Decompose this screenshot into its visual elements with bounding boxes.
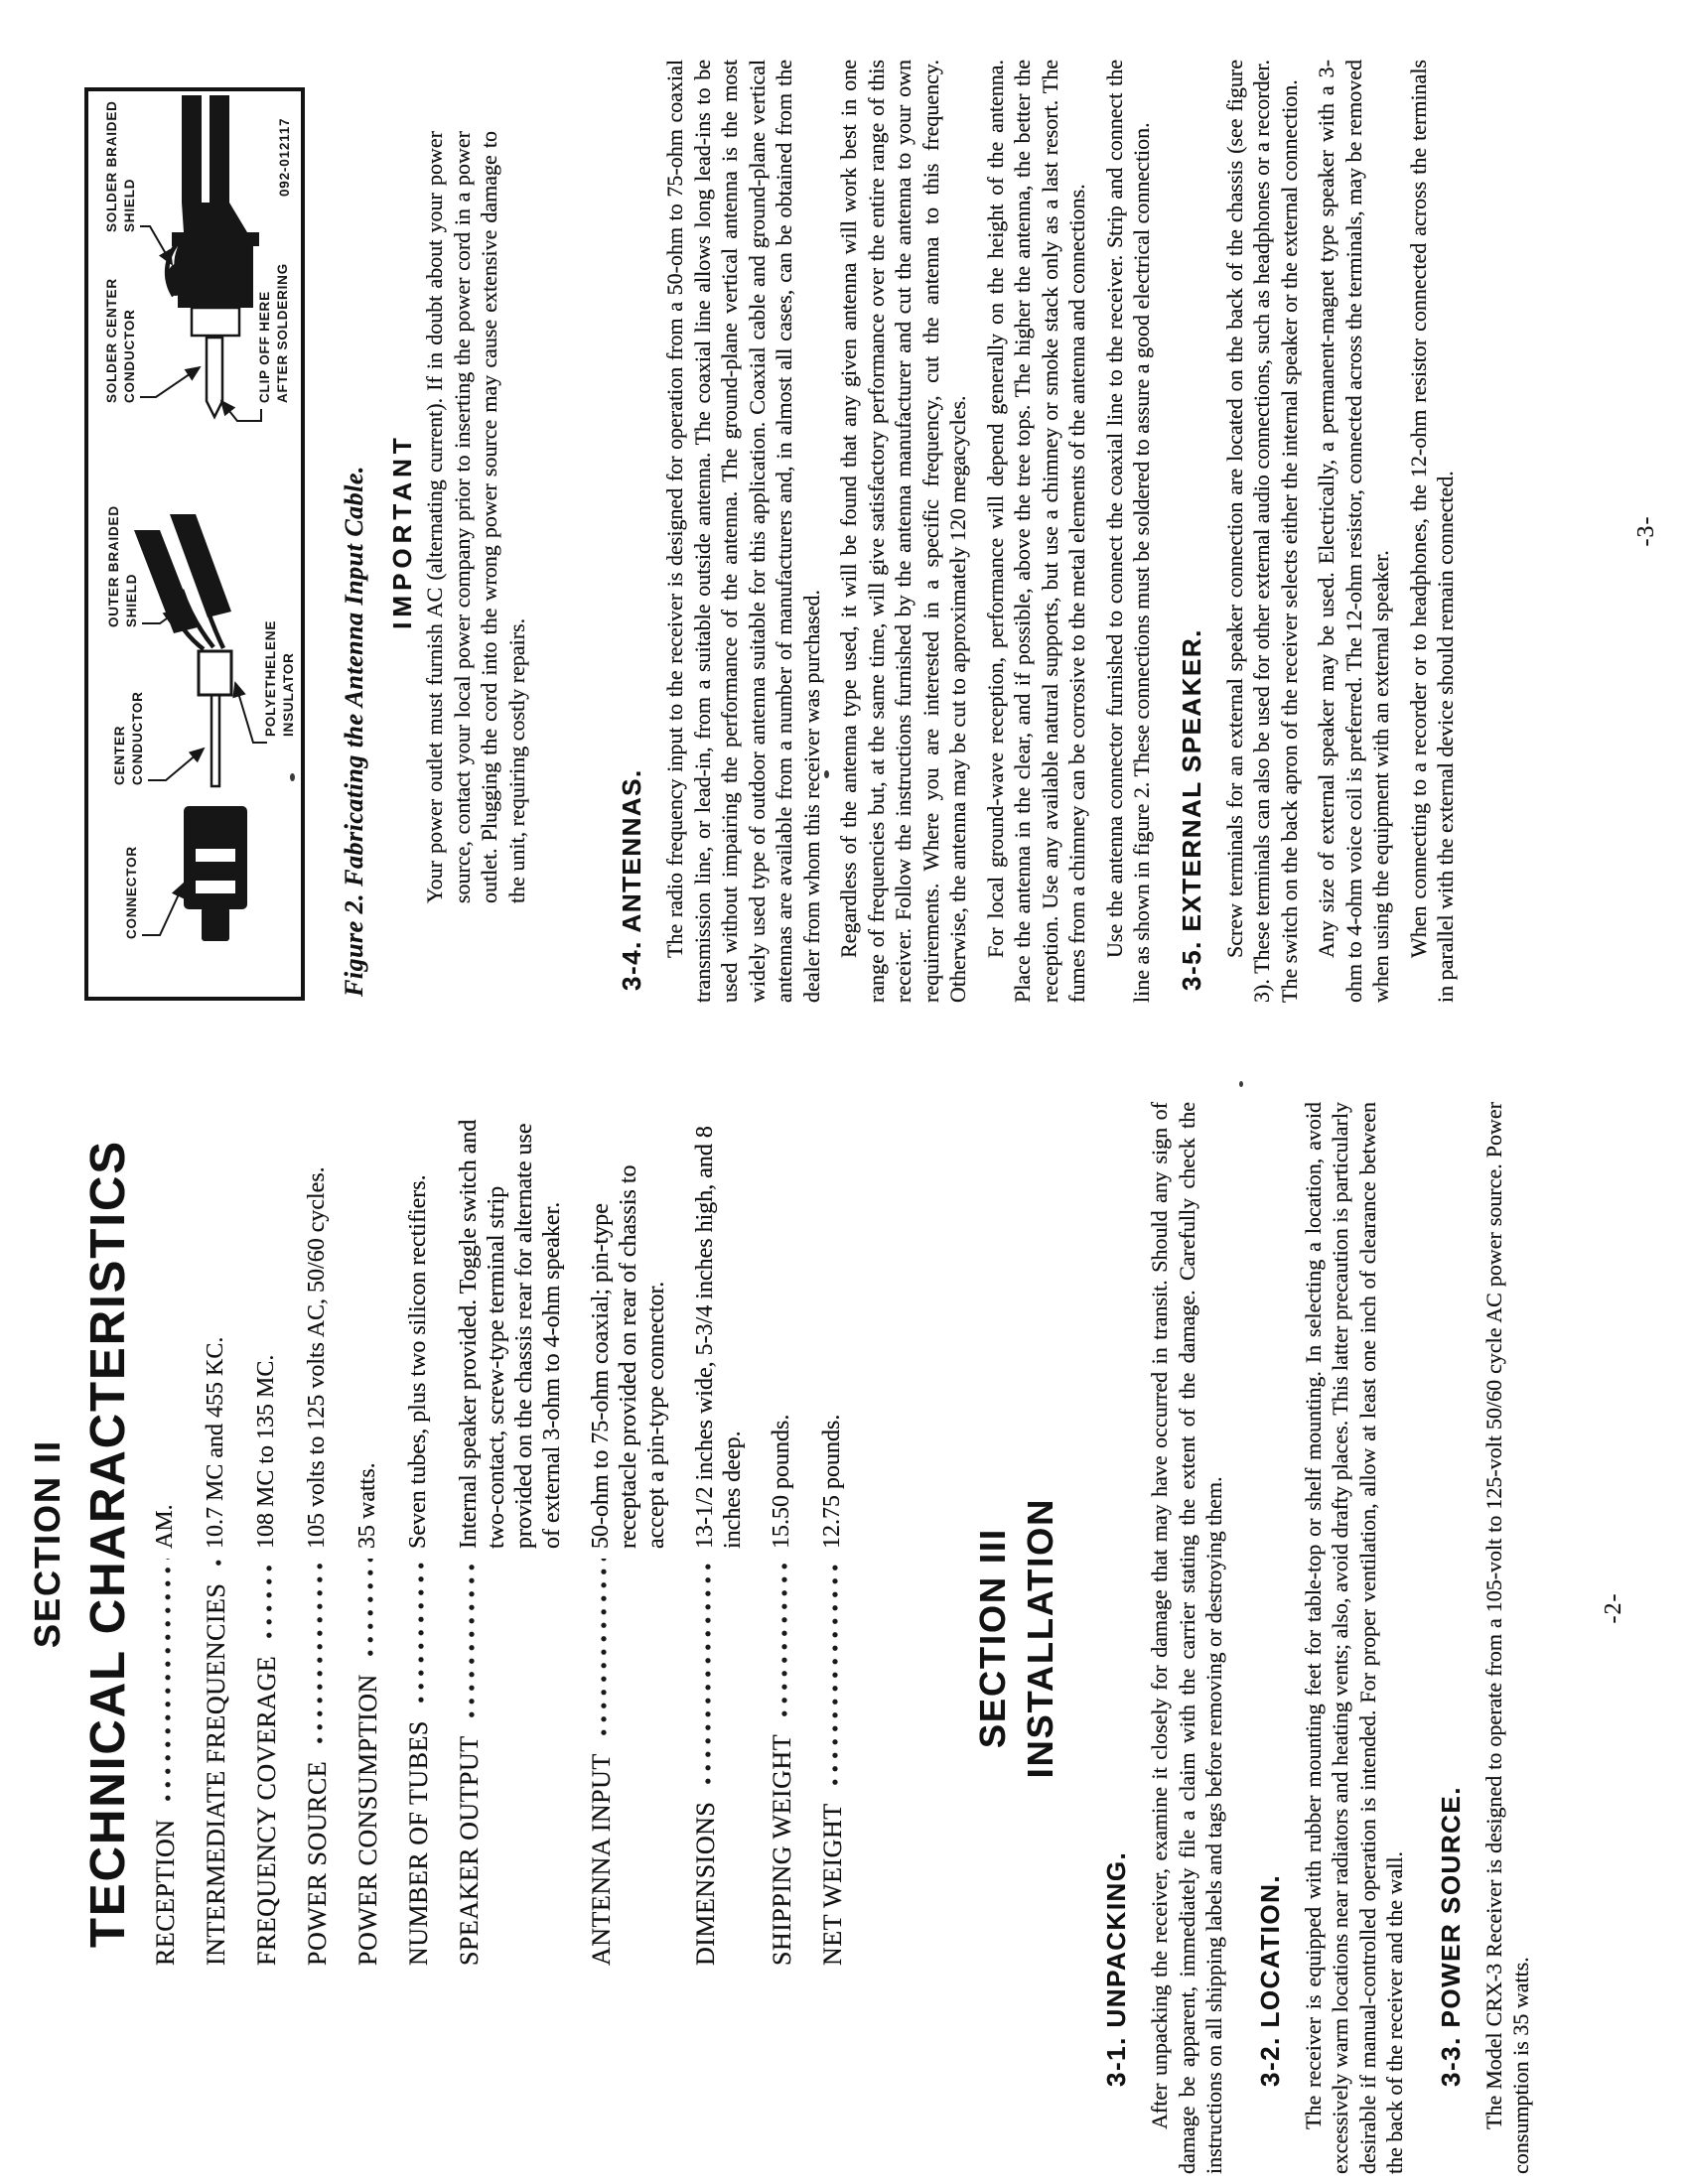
body-paragraph: Screw terminals for an external speaker connection are located on the back of the chassis (see figure 3). These terminals can also be used for other external audio connections, such as headphones or a recorder. The switch on the back apron of the receiver selects either the internal speaker or the external connection.: [1221, 60, 1302, 1003]
spec-label: NUMBER OF TUBES: [404, 1720, 433, 1966]
spec-label: POWER CONSUMPTION: [353, 1674, 382, 1966]
body-paragraph: For local ground-wave reception, performance will depend generally on the height of the antenna. Place the antenna in the clear, and if possible, above the tree tops. The higher the antenna, the better the reception. Use any available natural supports, but use a chimney or smoke stack only as a last resort. The fumes from a chimney can be corrosive to the metal elements of the antenna and connections.: [982, 60, 1089, 1003]
spec-row: [303, 1102, 333, 1966]
spec-row: [691, 1102, 747, 1966]
solder-insulator-shape: [192, 308, 239, 336]
body-paragraph: Any size of external speaker may be used. Electrically, a permanent-magnet type speaker with a 3-ohm to 4-ohm voice coil is preferred. The 12-ohm resistor, connected across the terminals, may be removed when using the equipment with an external speaker.: [1314, 60, 1393, 1003]
solder-braided-shield-label: SOLDER BRAIDED SHIELD: [104, 100, 137, 232]
technical-characteristics-title: TECHNICAL CHARACTERISTICS: [81, 1139, 135, 1949]
body-paragraph: Use the antenna connector furnished to connect the coaxial line to the receiver. Strip and connect the line as shown in figure 2. These connections must be soldered to assure a good electrical connection.: [1101, 60, 1154, 1003]
spec-label: DIMENSIONS: [691, 1801, 720, 1966]
spec-value: AM.: [152, 1504, 178, 1549]
dotted-leader: [455, 1559, 485, 1721]
spec-row: [587, 1102, 670, 1966]
dotted-leader: [768, 1559, 797, 1720]
section-heading: 3-1. UNPACKING.: [1101, 1850, 1131, 2087]
connector-slot-1: [196, 881, 235, 893]
spec-value: 13-1/2 inches wide, 5-3/4 inches high, and 8 inches deep.: [692, 1126, 746, 1549]
page3-number: -3-: [1633, 515, 1659, 547]
manual-page-2: [0, 1102, 1688, 2174]
dotted-leader: [691, 1559, 721, 1788]
scan-speck: [1239, 1081, 1243, 1087]
dotted-leader: [353, 1559, 383, 1660]
spec-label: NET WEIGHT: [818, 1803, 847, 1966]
section-iii-heading: SECTION III: [972, 1527, 1013, 1749]
important-notice: [421, 131, 540, 903]
center-conductor-shape: [211, 695, 219, 786]
polyethelene-insulator-label: POLYETHELENE INSULATOR: [263, 619, 296, 737]
spec-label: INTERMEDIATE FREQUENCIES: [202, 1582, 230, 1966]
center-conductor-leader: [148, 749, 204, 780]
section-heading: 3-5. EXTERNAL SPEAKER.: [1176, 628, 1206, 991]
figure-2-caption: Figure 2. Fabricating the Antenna Input Cable.: [340, 466, 368, 997]
dotted-leader: [818, 1559, 848, 1789]
body-paragraph: The Model CRX-3 Receiver is designed to operate from a 105-volt to 125-volt 50/60 cycle AC power source. Power consumption is 35 watts.: [1480, 1102, 1533, 2174]
section-heading: 3-4. ANTENNAS.: [617, 768, 646, 991]
insulator-shape: [199, 651, 231, 695]
spec-value: 35 watts.: [354, 1462, 380, 1549]
figure-part-number: 092-012117: [277, 117, 292, 197]
outer-braided-shield-label: OUTER BRAIDED SHIELD: [106, 505, 139, 627]
section-ii-heading: SECTION II: [27, 1438, 68, 1649]
spec-value: 108 MC to 135 MC.: [253, 1354, 279, 1549]
cable-band-lower: [210, 95, 229, 203]
scan-speck: [824, 770, 829, 778]
scan-speck: [290, 773, 295, 781]
spec-row: [455, 1102, 566, 1966]
dotted-leader: [587, 1559, 617, 1739]
spec-row: [202, 1102, 231, 1966]
page3-sections: [596, 60, 1470, 1003]
spec-row: [252, 1102, 282, 1966]
dotted-leader: [151, 1559, 181, 1806]
section-heading: 3-3. POWER SOURCE.: [1435, 1786, 1466, 2087]
installation-block: [971, 1102, 1545, 2174]
spec-row: [768, 1102, 797, 1966]
clip-off-here-label: CLIP OFF HERE AFTER SOLDERING: [257, 262, 290, 403]
body-paragraph: The radio frequency input to the receiver is designed for operation from a 50-ohm to 75-ohm coaxial transmission line, or lead-in, from a suitable outside antenna. The coaxial line allows long lead-ins to be used without impairing the performance of the antenna. The ground-plane vertical antenna is the most widely used type of outdoor antenna suitable for this application. Coaxial cable and ground-plane vertical antennas are available from a number of manufacturers and, in almost all cases, can be obtained from the dealer from whom this receiver was purchased.: [662, 60, 824, 1003]
spec-label: POWER SOURCE: [303, 1760, 332, 1966]
spec-row: [818, 1102, 848, 1966]
important-paragraph: Your power outlet must furnish AC (alternating current). If in doubt about your power source, contact your local power company prior to inserting the power cord in a power outlet. Plugging the cord into the wrong power source may cause extensive damage to the unit, requiring costly repairs.: [422, 131, 529, 903]
dotted-leader: [404, 1559, 434, 1706]
dotted-leader: [303, 1559, 333, 1747]
dotted-leader: [252, 1559, 282, 1642]
body-paragraph: When connecting to a recorder or to headphones, the 12-ohm resistor connected across the terminals in parallel with the external device should remain connected.: [1405, 60, 1458, 1003]
connector-slot-2: [196, 849, 235, 862]
solder-center-conductor-label: SOLDER CENTER CONDUCTOR: [104, 278, 137, 403]
connector-tip-shape: [202, 907, 229, 941]
important-heading: IMPORTANT: [387, 433, 417, 629]
figure-2-box: [84, 87, 305, 1001]
installation-heading: INSTALLATION: [1020, 1497, 1060, 1779]
page2-headings: [26, 1102, 137, 2174]
clip-off-leader: [221, 401, 261, 421]
spec-value: 10.7 MC and 455 KC.: [203, 1336, 228, 1549]
page2-sections: [1100, 1102, 1535, 2174]
spec-value: 12.75 pounds.: [819, 1414, 845, 1549]
spec-row: [404, 1102, 434, 1966]
spec-value: 50-ohm to 75-ohm coaxial; pin-type receptacle provided on rear of chassis to accept a pin-type connector.: [588, 1164, 669, 1549]
manual-page-3: [0, 60, 1688, 1003]
spec-label: RECEPTION: [151, 1819, 180, 1966]
section-heading: 3-2. LOCATION.: [1254, 1873, 1285, 2087]
solder-pin-shape: [207, 338, 222, 417]
body-paragraph: Regardless of the antenna type used, it will be found that any given antenna will work best in one range of frequencies but, at the same time, will give satisfactory performance over the entire range of this receiver. Follow the instructions furnished by the antenna manufacturer and cut the antenna to your own requirements. Where you are interested in a specific frequency, cut the antenna to this frequency. Otherwise, the antenna may be cut to approximately 120 megacycles.: [836, 60, 970, 1003]
body-paragraph: After unpacking the receiver, examine it closely for damage that may have occurred in transit. Should any sign of damage be apparent, immediately file a claim with the carrier stating the extent of the damage. Carefully check the instructions on all shipping labels and tags before removing or destroying them.: [1147, 1102, 1226, 2174]
spec-row: [353, 1102, 383, 1966]
cable-taper: [182, 203, 247, 232]
spec-label: FREQUENCY COVERAGE: [252, 1655, 281, 1966]
spec-value: Seven tubes, plus two silicon rectifiers.: [405, 1174, 431, 1549]
spec-value: 15.50 pounds.: [769, 1414, 794, 1549]
spec-label: SHIPPING WEIGHT: [768, 1733, 796, 1966]
center-conductor-label: CENTER CONDUCTOR: [112, 691, 145, 785]
dotted-leader: [202, 1559, 231, 1570]
antenna-cable-diagram: [88, 91, 301, 997]
connector-label: CONNECTOR: [124, 846, 139, 939]
spec-value: Internal speaker provided. Toggle switch and two-contact, screw-type terminal strip provided on the chassis rear for alternate use of external 3-ohm to 4-ohm speaker.: [456, 1119, 565, 1549]
solder-center-conductor-leader: [140, 367, 200, 397]
solder-connector-body: [178, 244, 253, 308]
spec-list: [151, 1102, 869, 2174]
page2-number: -2-: [1601, 1592, 1626, 1624]
spec-value: 105 volts to 125 volts AC, 50/60 cycles.: [304, 1166, 330, 1549]
body-paragraph: The receiver is equipped with rubber mounting feet for table-top or shelf mounting. In selecting a location, avoid excessively warm locations near radiators and heating vents; also, avoid drafty places. This latter precaution is particularly desirable if manual-controlled operation is intended. For proper ventilation, allow at least one inch of clearance between the back of the receiver and the wall.: [1300, 1102, 1407, 2174]
connector-leader-line: [142, 884, 184, 935]
spec-label: ANTENNA INPUT: [587, 1753, 616, 1966]
cable-band-upper: [182, 95, 202, 203]
spec-row: [151, 1102, 181, 1966]
spec-label: SPEAKER OUTPUT: [455, 1735, 484, 1966]
